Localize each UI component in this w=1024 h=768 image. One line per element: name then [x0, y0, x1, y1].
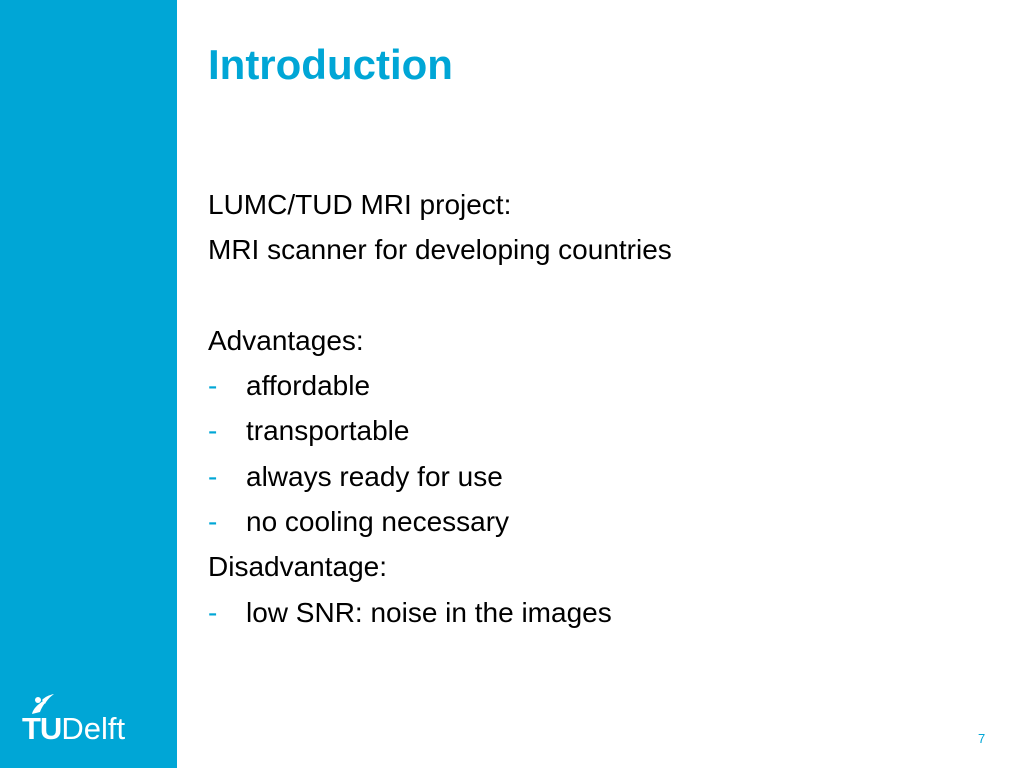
page-number: 7	[978, 731, 986, 746]
advantage-text: affordable	[246, 370, 371, 402]
bullet-dash: -	[208, 506, 218, 538]
advantages-heading: Advantages:	[208, 324, 364, 356]
bullet-dash: -	[208, 415, 218, 447]
advantage-item	[208, 454, 988, 499]
bullet-dash: -	[208, 596, 218, 628]
disadvantage-item	[208, 590, 988, 635]
slide-title: Introduction	[208, 41, 453, 88]
logo-delft: Delft	[61, 711, 126, 746]
tudelft-logo	[22, 690, 162, 750]
advantage-item	[208, 408, 988, 453]
project-line: LUMC/TUD MRI project:	[208, 189, 512, 220]
advantage-item	[208, 499, 988, 544]
disadvantage-heading: Disadvantage:	[208, 551, 388, 583]
sidebar	[0, 0, 177, 768]
project-description: MRI scanner for developing countries	[208, 234, 672, 266]
advantage-item	[208, 363, 988, 408]
slide-body	[208, 182, 988, 635]
bullet-dash: -	[208, 460, 218, 492]
advantage-text: no cooling necessary	[246, 506, 510, 538]
logo-tu: TU	[22, 711, 62, 746]
advantage-text: transportable	[246, 415, 410, 447]
bullet-dash: -	[208, 370, 218, 402]
disadvantage-text: low SNR: noise in the images	[246, 596, 612, 628]
advantage-text: always ready for use	[246, 460, 503, 492]
spacer	[208, 273, 988, 318]
tudelft-wordmark	[22, 712, 125, 746]
